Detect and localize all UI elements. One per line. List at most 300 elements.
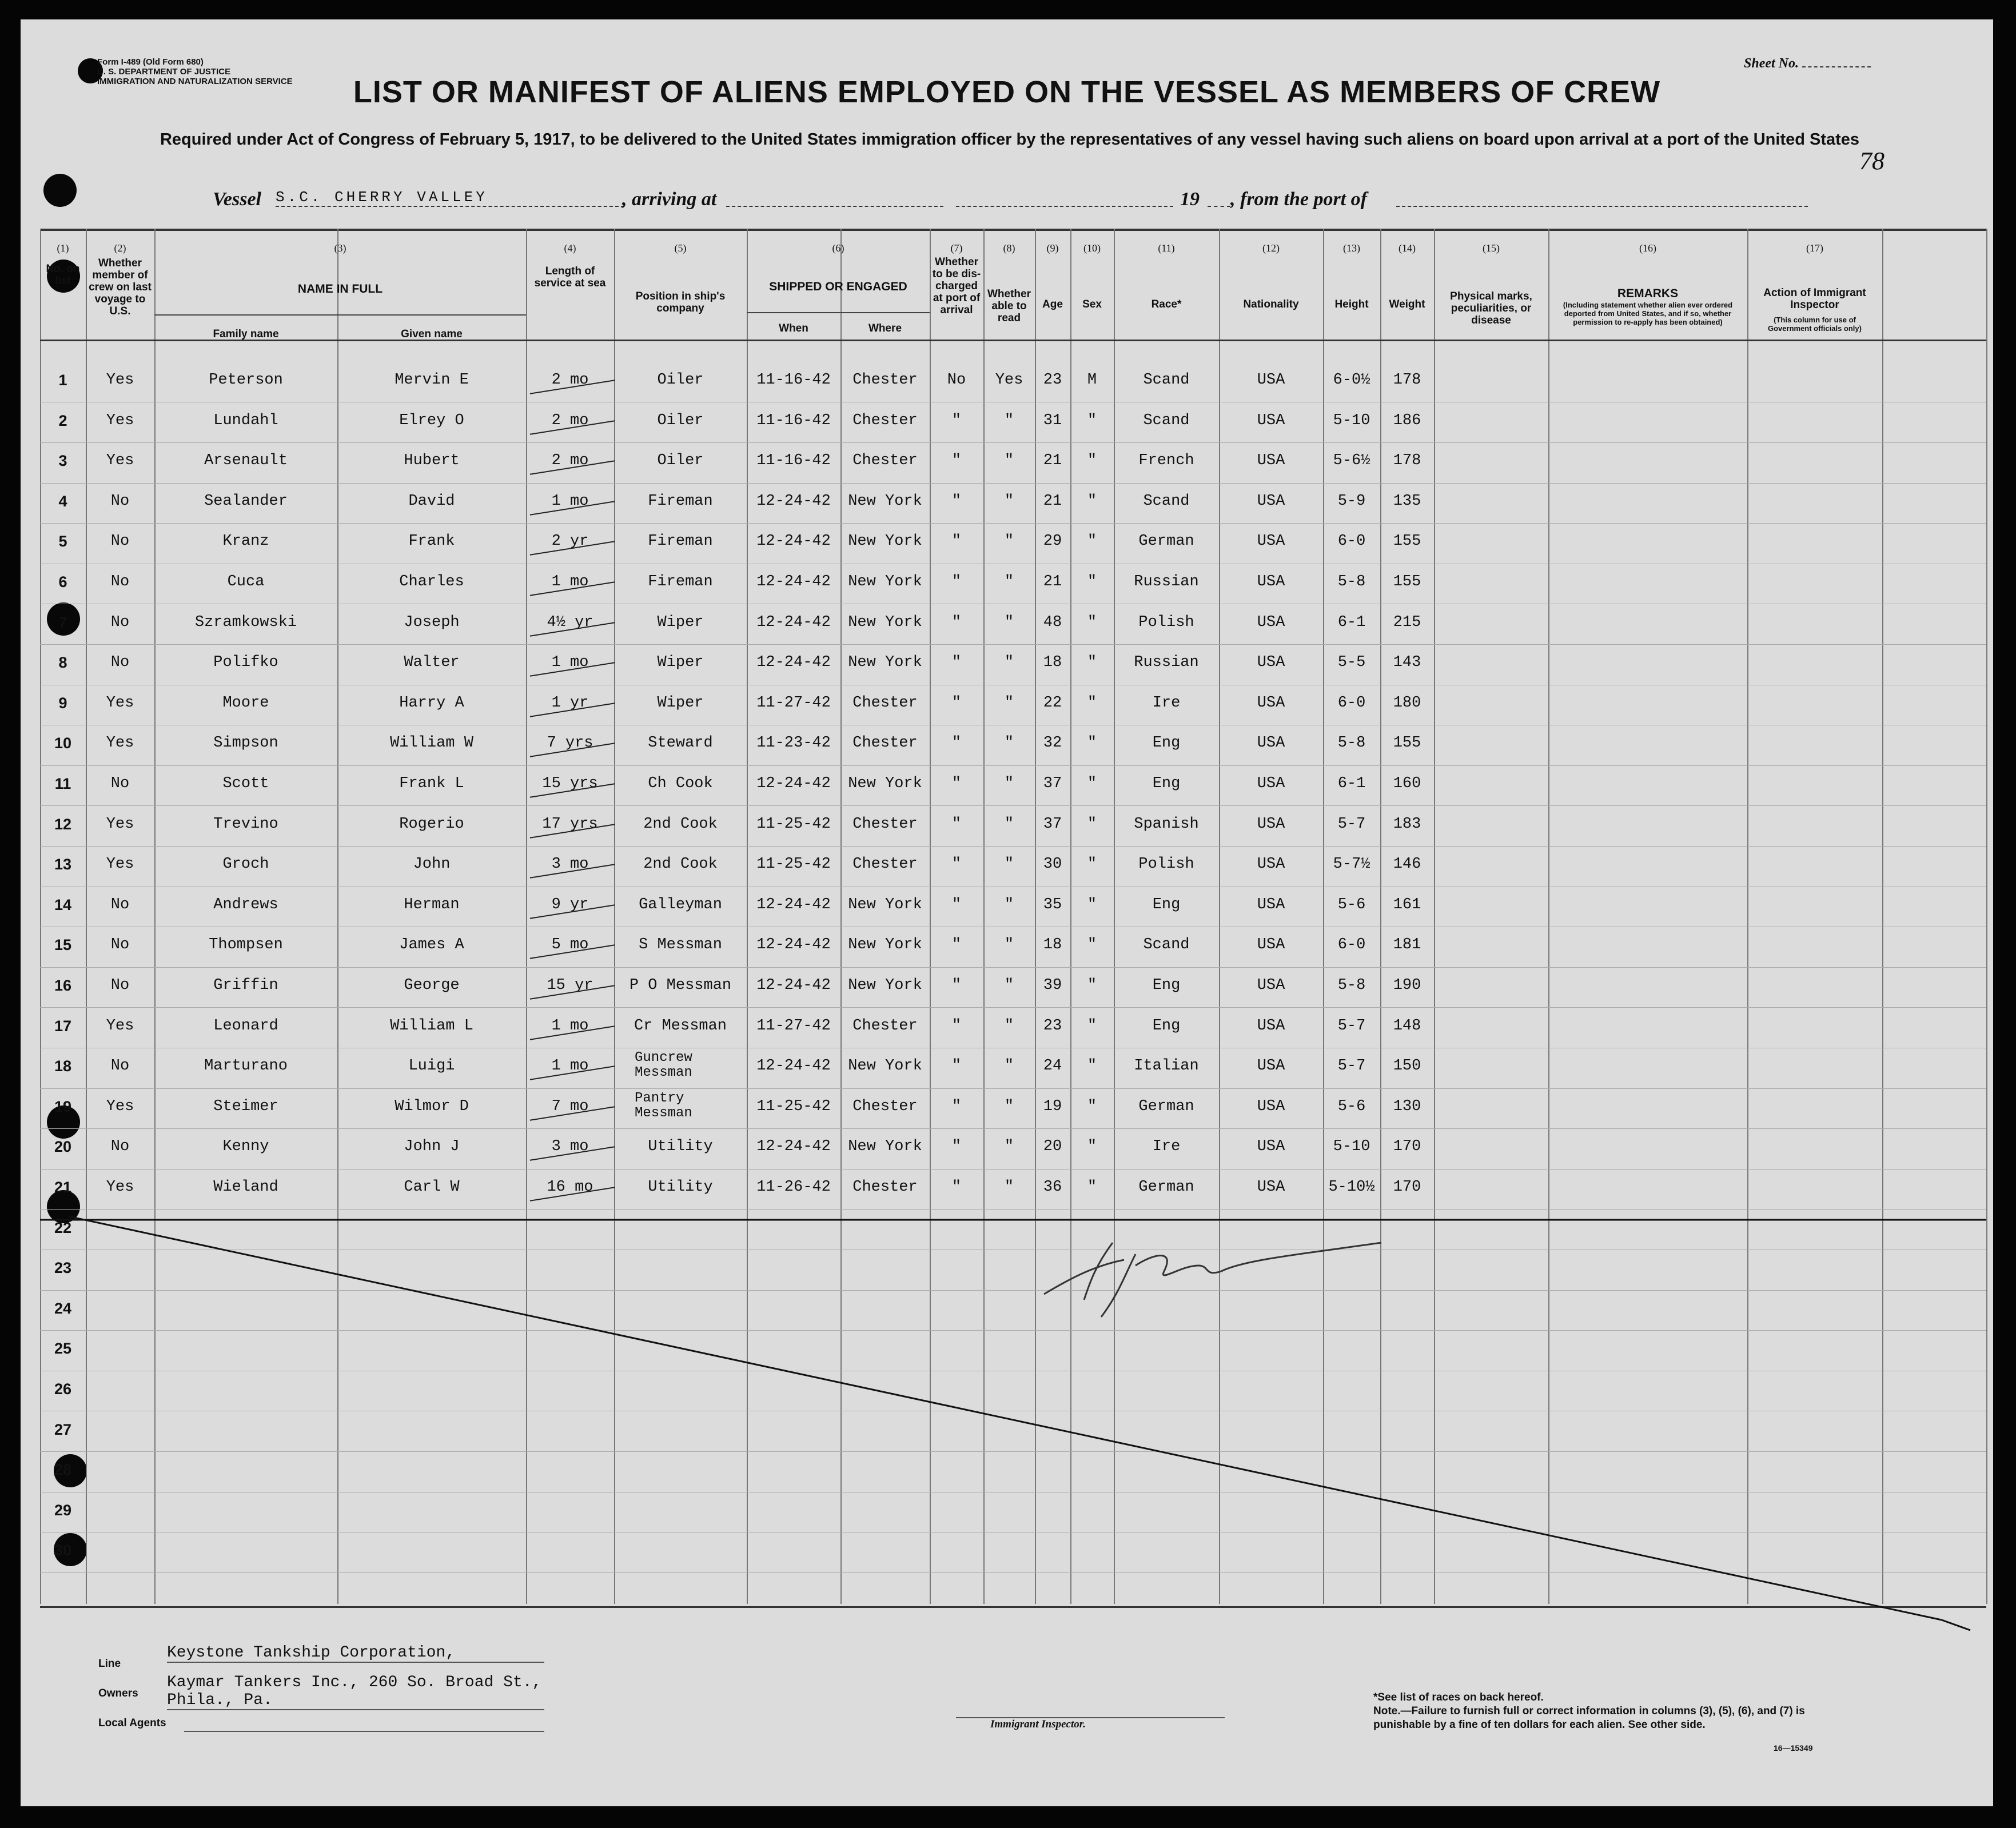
cell-no: 20 xyxy=(54,1138,72,1156)
cell-weight: 146 xyxy=(1393,856,1421,873)
cell-position: Guncrew Messman xyxy=(635,1050,692,1081)
cell-disch: " xyxy=(951,896,962,913)
inspector-label: Immigrant Inspector. xyxy=(990,1718,1086,1730)
document-title: LIST OR MANIFEST OF ALIENS EMPLOYED ON THE VESSEL AS MEMBERS OF CREW xyxy=(353,75,1661,109)
cell-race: Russian xyxy=(1134,654,1199,672)
cell-no: 17 xyxy=(54,1017,72,1035)
cell-age: 24 xyxy=(1043,1057,1062,1075)
cell-when: 11-25-42 xyxy=(756,815,831,833)
cell-weight: 170 xyxy=(1393,1138,1421,1156)
cell-disch: " xyxy=(951,856,962,873)
cell-when: 11-16-42 xyxy=(756,412,831,429)
cell-weight: 183 xyxy=(1393,815,1421,833)
cell-height: 5-10 xyxy=(1333,412,1370,429)
cell-no: 13 xyxy=(54,856,72,873)
cell-service: 1 mo xyxy=(551,1017,589,1035)
cell-position: Fireman xyxy=(648,492,713,510)
cell-race: Polish xyxy=(1138,613,1194,631)
cell-where: New York xyxy=(848,533,922,550)
cell-weight: 190 xyxy=(1393,977,1421,994)
cell-height: 6-0 xyxy=(1337,533,1366,550)
cell-where: Chester xyxy=(852,815,918,833)
cell-service: 16 mo xyxy=(547,1179,593,1196)
cell-given: Carl W xyxy=(404,1179,460,1196)
cell-where: New York xyxy=(848,573,922,590)
vessel-label: Vessel xyxy=(213,189,261,210)
cell-disch: No xyxy=(947,372,966,389)
cell-given: John J xyxy=(404,1138,460,1156)
cell-nat: USA xyxy=(1257,1097,1285,1115)
cell-when: 11-27-42 xyxy=(756,694,831,712)
form-number: Form I-489 (Old Form 680) xyxy=(97,57,204,67)
cell-given: Hubert xyxy=(404,452,460,470)
cell-crew: Yes xyxy=(106,856,134,873)
cell-age: 30 xyxy=(1043,856,1062,873)
cell-no: 10 xyxy=(54,735,72,752)
cell-no: 1 xyxy=(58,372,67,389)
cell-when: 11-25-42 xyxy=(756,1097,831,1115)
cell-when: 12-24-42 xyxy=(756,936,831,954)
cell-when: 12-24-42 xyxy=(756,1138,831,1156)
cell-age: 21 xyxy=(1043,492,1062,510)
cell-weight: 178 xyxy=(1393,452,1421,470)
cell-given: Luigi xyxy=(408,1057,455,1075)
cell-position: Fireman xyxy=(648,573,713,590)
cell-age: 31 xyxy=(1043,412,1062,429)
cell-sex: " xyxy=(1087,533,1097,550)
cell-nat: USA xyxy=(1257,694,1285,712)
cell-race: Italian xyxy=(1134,1057,1199,1075)
cell-sex: " xyxy=(1087,1017,1097,1035)
cell-where: New York xyxy=(848,775,922,792)
cell-family: Peterson xyxy=(209,372,283,389)
cell-disch: " xyxy=(951,775,962,792)
cell-read: " xyxy=(1004,694,1014,712)
cell-family: Wieland xyxy=(213,1179,278,1196)
cell-disch: " xyxy=(951,815,962,833)
col-number: (2) xyxy=(114,242,126,254)
cell-no: 16 xyxy=(54,977,72,994)
form-code: 16—15349 xyxy=(1774,1743,1813,1753)
cell-given: William L xyxy=(390,1017,473,1035)
cell-position: 2nd Cook xyxy=(643,856,718,873)
header-crew-last-voyage: Whether member of crew on last voyage to U.S. xyxy=(89,257,152,317)
cell-sex: " xyxy=(1087,412,1097,429)
cell-position: P O Messman xyxy=(629,977,732,994)
cell-where: Chester xyxy=(852,1017,918,1035)
cell-no: 5 xyxy=(58,533,67,550)
cell-nat: USA xyxy=(1257,977,1285,994)
cell-weight: 155 xyxy=(1393,573,1421,590)
penalty-note: Note.—Failure to furnish full or correct information in columns (3), (5), (6), and (7) is punishable by a fine of ten dollars for each alien. See other side. xyxy=(1373,1705,1805,1731)
cell-no: 8 xyxy=(58,654,67,672)
cell-disch: " xyxy=(951,1179,962,1196)
cell-disch: " xyxy=(951,452,962,470)
cell-crew: No xyxy=(110,533,130,550)
cell-crew: No xyxy=(110,654,130,672)
cell-height: 6-0 xyxy=(1337,936,1366,954)
cell-no: 7 xyxy=(58,613,67,631)
cell-no: 14 xyxy=(54,896,72,913)
header-where: Where xyxy=(868,322,902,334)
cell-no: 3 xyxy=(58,452,67,470)
header-remarks: REMARKS xyxy=(1617,287,1679,300)
col-number: (16) xyxy=(1639,242,1656,254)
cell-crew: Yes xyxy=(106,694,134,712)
cell-nat: USA xyxy=(1257,533,1285,550)
cell-race: Eng xyxy=(1152,1017,1181,1035)
cell-race: Scand xyxy=(1143,936,1190,954)
header-sex: Sex xyxy=(1082,298,1102,310)
cell-read: Yes xyxy=(995,372,1023,389)
empty-row-number: 24 xyxy=(54,1299,72,1317)
cell-family: Andrews xyxy=(213,896,278,913)
cell-read: " xyxy=(1004,452,1014,470)
cell-crew: Yes xyxy=(106,1017,134,1035)
cell-when: 12-24-42 xyxy=(756,613,831,631)
cell-position: Oiler xyxy=(657,372,704,389)
cell-when: 12-24-42 xyxy=(756,1057,831,1075)
header-race: Race* xyxy=(1151,298,1182,310)
cell-disch: " xyxy=(951,533,962,550)
cell-given: David xyxy=(408,492,455,510)
cell-height: 5-6 xyxy=(1337,896,1366,913)
cell-age: 37 xyxy=(1043,775,1062,792)
cell-when: 11-25-42 xyxy=(756,856,831,873)
cell-no: 4 xyxy=(58,492,67,510)
cell-race: German xyxy=(1138,533,1194,550)
cell-crew: Yes xyxy=(106,412,134,429)
cell-read: " xyxy=(1004,896,1014,913)
cell-no: 6 xyxy=(58,573,67,590)
header-physical-marks: Physical marks, peculiarities, or disease xyxy=(1450,290,1532,326)
cell-weight: 143 xyxy=(1393,654,1421,672)
arriving-label: , arriving at xyxy=(622,189,717,210)
cell-where: Chester xyxy=(852,1097,918,1115)
cell-given: Herman xyxy=(404,896,460,913)
cell-disch: " xyxy=(951,1097,962,1115)
cell-family: Arsenault xyxy=(204,452,288,470)
header-action: Action of Immigrant Inspector xyxy=(1763,287,1866,311)
cell-height: 5-10½ xyxy=(1328,1179,1375,1196)
cell-age: 37 xyxy=(1043,815,1062,833)
manifest-sheet xyxy=(21,19,1993,1806)
cell-age: 21 xyxy=(1043,452,1062,470)
cell-service: 15 yr xyxy=(547,977,593,994)
cell-nat: USA xyxy=(1257,936,1285,954)
empty-row-number: 26 xyxy=(54,1380,72,1398)
cell-weight: 170 xyxy=(1393,1179,1421,1196)
cell-height: 5-10 xyxy=(1333,1138,1370,1156)
cell-sex: " xyxy=(1087,815,1097,833)
header-discharged: Whether to be dis-charged at port of arrival xyxy=(932,256,981,316)
cell-sex: " xyxy=(1087,654,1097,672)
header-weight: Weight xyxy=(1389,298,1425,310)
cell-service: 1 mo xyxy=(551,573,589,590)
cell-given: Mervin E xyxy=(395,372,469,389)
cell-no: 15 xyxy=(54,936,72,954)
cell-read: " xyxy=(1004,613,1014,631)
col-number: (5) xyxy=(674,242,687,254)
cell-nat: USA xyxy=(1257,372,1285,389)
cell-sex: " xyxy=(1087,896,1097,913)
cell-family: Simpson xyxy=(213,735,278,752)
cell-when: 12-24-42 xyxy=(756,573,831,590)
cell-position: Oiler xyxy=(657,452,704,470)
cell-nat: USA xyxy=(1257,1138,1285,1156)
cell-when: 11-16-42 xyxy=(756,372,831,389)
cell-race: French xyxy=(1138,452,1194,470)
cell-crew: No xyxy=(110,573,130,590)
header-position: Position in ship's company xyxy=(635,290,726,314)
cell-height: 5-8 xyxy=(1337,573,1366,590)
cell-disch: " xyxy=(951,1017,962,1035)
cell-position: Pantry Messman xyxy=(635,1090,692,1121)
header-length-service: Length of service at sea xyxy=(534,265,606,289)
cell-age: 36 xyxy=(1043,1179,1062,1196)
cell-when: 12-24-42 xyxy=(756,492,831,510)
cell-position: Ch Cook xyxy=(648,775,713,792)
cell-disch: " xyxy=(951,936,962,954)
header-remarks-note: (Including statement whether alien ever ordered deported from United States, and if so, whether permission to re-apply has been obtained) xyxy=(1563,301,1733,326)
cell-when: 11-26-42 xyxy=(756,1179,831,1196)
empty-row-number: 29 xyxy=(54,1501,72,1519)
cell-age: 22 xyxy=(1043,694,1062,712)
cell-nat: USA xyxy=(1257,896,1285,913)
cell-position: Fireman xyxy=(648,533,713,550)
cell-service: 3 mo xyxy=(551,856,589,873)
cell-race: German xyxy=(1138,1097,1194,1115)
cell-crew: Yes xyxy=(106,1097,134,1115)
cell-family: Sealander xyxy=(204,492,288,510)
col-number: (1) xyxy=(57,242,69,254)
cell-family: Kenny xyxy=(222,1138,269,1156)
cell-height: 5-7 xyxy=(1337,1057,1366,1075)
cell-nat: USA xyxy=(1257,573,1285,590)
cell-given: James A xyxy=(399,936,464,954)
cell-weight: 215 xyxy=(1393,613,1421,631)
department-name: U. S. DEPARTMENT OF JUSTICE xyxy=(97,67,231,77)
cell-no: 19 xyxy=(54,1097,72,1115)
cell-position: Utility xyxy=(648,1179,713,1196)
cell-given: George xyxy=(404,977,460,994)
empty-row-number: 28 xyxy=(54,1461,72,1479)
cell-crew: No xyxy=(110,1057,130,1075)
cell-nat: USA xyxy=(1257,654,1285,672)
cell-disch: " xyxy=(951,1138,962,1156)
cell-nat: USA xyxy=(1257,492,1285,510)
cell-age: 20 xyxy=(1043,1138,1062,1156)
cell-height: 5-5 xyxy=(1337,654,1366,672)
cell-sex: " xyxy=(1087,977,1097,994)
cell-disch: " xyxy=(951,492,962,510)
cell-family: Lundahl xyxy=(213,412,278,429)
cell-crew: No xyxy=(110,613,130,631)
cell-nat: USA xyxy=(1257,613,1285,631)
owners-value: Kaymar Tankers Inc., 260 So. Broad St., Phila., Pa. xyxy=(167,1674,544,1710)
cell-height: 5-6½ xyxy=(1333,452,1370,470)
cell-age: 35 xyxy=(1043,896,1062,913)
cell-crew: Yes xyxy=(106,452,134,470)
cell-race: Scand xyxy=(1143,492,1190,510)
col-number: (17) xyxy=(1806,242,1823,254)
cell-when: 12-24-42 xyxy=(756,775,831,792)
cell-age: 23 xyxy=(1043,1017,1062,1035)
cell-nat: USA xyxy=(1257,452,1285,470)
col-number: (14) xyxy=(1399,242,1416,254)
header-name-in-full: NAME IN FULL xyxy=(297,282,383,296)
cell-service: 7 mo xyxy=(551,1097,589,1115)
cell-service: 2 yr xyxy=(551,533,589,550)
cell-no: 12 xyxy=(54,815,72,833)
cell-no: 21 xyxy=(54,1179,72,1196)
col-number: (7) xyxy=(950,242,963,254)
cell-no: 9 xyxy=(58,694,67,712)
cell-race: Ire xyxy=(1152,694,1181,712)
empty-row-number: 23 xyxy=(54,1259,72,1277)
cell-given: Joseph xyxy=(404,613,460,631)
cell-service: 15 yrs xyxy=(542,775,598,792)
cell-family: Griffin xyxy=(213,977,278,994)
header-height: Height xyxy=(1334,298,1369,310)
cell-height: 6-0 xyxy=(1337,694,1366,712)
cell-no: 18 xyxy=(54,1057,72,1075)
footer xyxy=(98,1631,1928,1786)
cell-height: 5-8 xyxy=(1337,977,1366,994)
cell-read: " xyxy=(1004,815,1014,833)
cell-read: " xyxy=(1004,775,1014,792)
cell-where: Chester xyxy=(852,452,918,470)
cell-position: Wiper xyxy=(657,694,704,712)
cell-race: Russian xyxy=(1134,573,1199,590)
cell-read: " xyxy=(1004,1179,1014,1196)
cell-position: S Messman xyxy=(639,936,722,954)
col-number: (13) xyxy=(1343,242,1360,254)
cell-height: 5-8 xyxy=(1337,735,1366,752)
empty-row-number: 30 xyxy=(54,1542,72,1559)
cell-where: New York xyxy=(848,936,922,954)
cell-age: 29 xyxy=(1043,533,1062,550)
col-number: (6) xyxy=(832,242,844,254)
cell-family: Trevino xyxy=(213,815,278,833)
local-agents-blank xyxy=(184,1717,544,1732)
cell-service: 4½ yr xyxy=(547,613,593,631)
cell-sex: " xyxy=(1087,1097,1097,1115)
cell-race: Eng xyxy=(1152,896,1181,913)
cell-where: Chester xyxy=(852,412,918,429)
header-read: Whether able to read xyxy=(987,288,1031,324)
cell-read: " xyxy=(1004,1138,1014,1156)
cell-race: Scand xyxy=(1143,372,1190,389)
cell-given: Wilmor D xyxy=(395,1097,469,1115)
cell-family: Steimer xyxy=(213,1097,278,1115)
cell-weight: 160 xyxy=(1393,775,1421,792)
cell-where: Chester xyxy=(852,372,918,389)
cell-position: Steward xyxy=(648,735,713,752)
cell-read: " xyxy=(1004,1097,1014,1115)
cell-race: Scand xyxy=(1143,412,1190,429)
cell-read: " xyxy=(1004,1057,1014,1075)
cell-service: 2 mo xyxy=(551,452,589,470)
cell-when: 12-24-42 xyxy=(756,533,831,550)
inspector-signature xyxy=(1027,1231,1393,1323)
cell-service: 1 mo xyxy=(551,654,589,672)
cell-sex: " xyxy=(1087,492,1097,510)
cell-disch: " xyxy=(951,1057,962,1075)
cell-read: " xyxy=(1004,977,1014,994)
cell-family: Kranz xyxy=(222,533,269,550)
cell-where: Chester xyxy=(852,856,918,873)
cell-disch: " xyxy=(951,412,962,429)
cell-given: Frank L xyxy=(399,775,464,792)
cell-sex: " xyxy=(1087,856,1097,873)
line-value: Keystone Tankship Corporation, xyxy=(167,1644,544,1663)
cell-read: " xyxy=(1004,654,1014,672)
cell-race: Eng xyxy=(1152,775,1181,792)
inspector-signature-line xyxy=(956,1711,1225,1718)
cell-weight: 161 xyxy=(1393,896,1421,913)
cell-read: " xyxy=(1004,573,1014,590)
cell-position: Oiler xyxy=(657,412,704,429)
cell-where: New York xyxy=(848,1138,922,1156)
cell-sex: " xyxy=(1087,452,1097,470)
cell-service: 1 yr xyxy=(551,694,589,712)
service-name: IMMIGRATION AND NATURALIZATION SERVICE xyxy=(97,77,293,86)
cell-read: " xyxy=(1004,735,1014,752)
cell-no: 2 xyxy=(58,412,67,429)
cell-age: 48 xyxy=(1043,613,1062,631)
cell-weight: 135 xyxy=(1393,492,1421,510)
cell-family: Groch xyxy=(222,856,269,873)
header-nationality: Nationality xyxy=(1243,298,1299,310)
cell-age: 18 xyxy=(1043,936,1062,954)
sheet-number-label: Sheet No. xyxy=(1744,56,1799,71)
cell-sex: " xyxy=(1087,775,1097,792)
cell-crew: Yes xyxy=(106,1179,134,1196)
cell-weight: 155 xyxy=(1393,533,1421,550)
cell-when: 11-27-42 xyxy=(756,1017,831,1035)
cell-given: John xyxy=(413,856,451,873)
cell-family: Szramkowski xyxy=(194,613,297,631)
cell-position: 2nd Cook xyxy=(643,815,718,833)
cell-sex: " xyxy=(1087,1138,1097,1156)
cell-sex: " xyxy=(1087,1179,1097,1196)
cell-disch: " xyxy=(951,694,962,712)
cell-nat: USA xyxy=(1257,1017,1285,1035)
cell-position: Galleyman xyxy=(639,896,722,913)
cell-given: Harry A xyxy=(399,694,464,712)
cell-no: 11 xyxy=(54,775,71,792)
cell-crew: No xyxy=(110,977,130,994)
cell-nat: USA xyxy=(1257,735,1285,752)
col-number: (3) xyxy=(334,242,346,254)
cell-service: 1 mo xyxy=(551,1057,589,1075)
cell-weight: 178 xyxy=(1393,372,1421,389)
cell-weight: 180 xyxy=(1393,694,1421,712)
col-number: (10) xyxy=(1083,242,1101,254)
year-label: 19 xyxy=(1180,189,1200,210)
cell-sex: " xyxy=(1087,613,1097,631)
cell-service: 1 mo xyxy=(551,492,589,510)
cell-where: New York xyxy=(848,977,922,994)
cell-service: 17 yrs xyxy=(542,815,598,833)
cell-height: 5-6 xyxy=(1337,1097,1366,1115)
cell-age: 21 xyxy=(1043,573,1062,590)
cell-disch: " xyxy=(951,613,962,631)
cell-service: 5 mo xyxy=(551,936,589,954)
col-number: (12) xyxy=(1262,242,1280,254)
col-number: (9) xyxy=(1046,242,1059,254)
